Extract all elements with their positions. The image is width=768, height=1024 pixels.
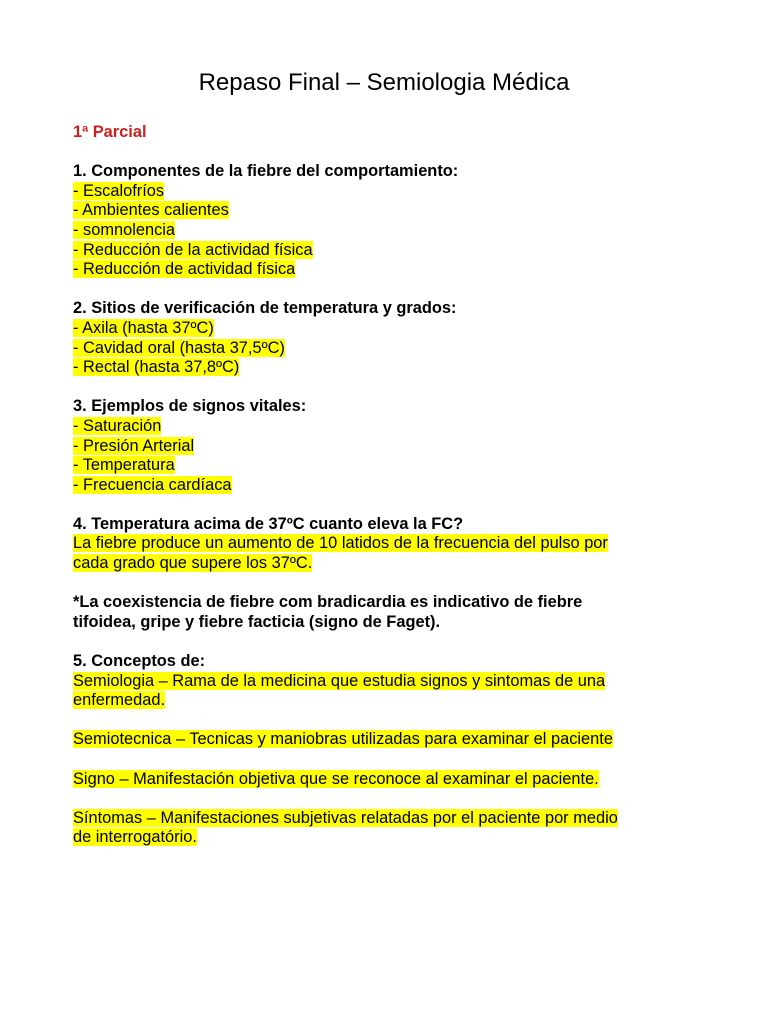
question-4-heading: 4. Temperatura acima de 37ºC cuanto eleva la FC? — [73, 514, 464, 533]
answer-3-item: - Temperatura — [73, 456, 175, 475]
concept-semiologia: enfermedad. — [73, 691, 166, 710]
answer-1-item: - Escalofríos — [73, 181, 165, 200]
answer-3-item: - Frecuencia cardíaca — [73, 475, 232, 494]
answer-3-item: - Presión Arterial — [73, 436, 195, 455]
section-title: 1ª Parcial — [73, 123, 147, 141]
note-line: tifoidea, gripe y fiebre facticia (signo de Faget). — [73, 612, 441, 631]
question-1-heading: 1. Componentes de la fiebre del comportamiento: — [73, 162, 459, 181]
concept-signo: Signo – Manifestación objetiva que se reconoce al examinar el paciente. — [73, 769, 599, 788]
document-body — [73, 123, 698, 848]
answer-1-item: - Ambientes calientes — [73, 201, 229, 220]
answer-3-item: - Saturación — [73, 416, 162, 435]
answer-2-item: - Axila (hasta 37ºC) — [73, 318, 214, 337]
question-3-heading: 3. Ejemplos de signos vitales: — [73, 397, 307, 416]
answer-4-line: La fiebre produce un aumento de 10 latidos de la frecuencia del pulso por — [73, 534, 608, 553]
answer-2-item: - Rectal (hasta 37,8ºC) — [73, 358, 240, 377]
note-line: *La coexistencia de fiebre com bradicardia es indicativo de fiebre — [73, 593, 583, 612]
answer-1-item: - Reducción de actividad física — [73, 260, 296, 279]
concept-semiotecnica: Semiotecnica – Tecnicas y maniobras utilizadas para examinar el paciente — [73, 730, 613, 749]
document-title: Repaso Final – Semiologia Médica — [198, 69, 570, 96]
answer-2-item: - Cavidad oral (hasta 37,5ºC) — [73, 338, 285, 357]
concept-sintomas: de interrogatório. — [73, 828, 197, 847]
answer-1-item: - somnolencia — [73, 220, 176, 239]
question-5-heading: 5. Conceptos de: — [73, 652, 206, 671]
question-2-heading: 2. Sitios de verificación de temperatura y grados: — [73, 299, 457, 318]
answer-1-item: - Reducción de la actividad física — [73, 240, 313, 259]
answer-4-line: cada grado que supere los 37ºC. — [73, 554, 313, 573]
concept-sintomas: Síntomas – Manifestaciones subjetivas relatadas por el paciente por medio — [73, 808, 618, 827]
concept-semiologia: Semiologia – Rama de la medicina que estudia signos y sintomas de una — [73, 671, 606, 690]
